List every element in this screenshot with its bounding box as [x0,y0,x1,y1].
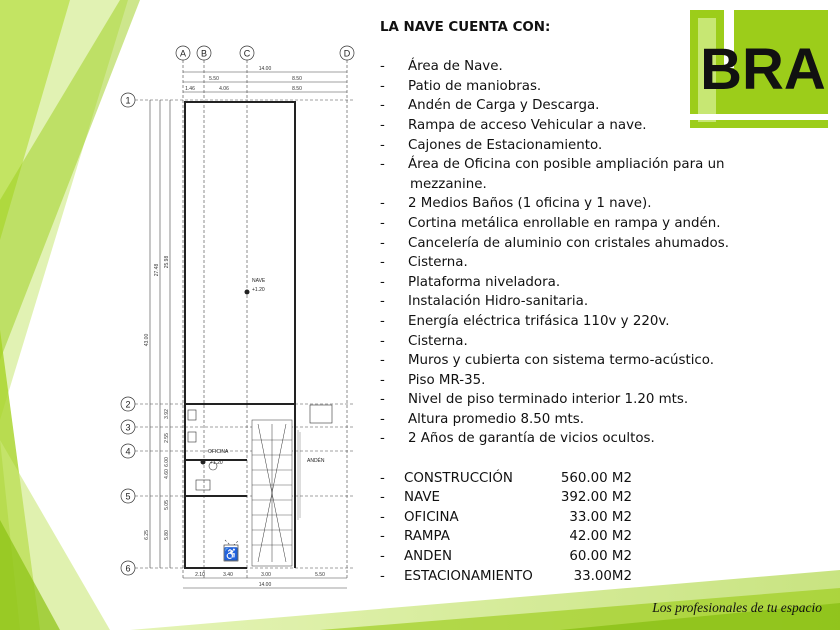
room-level-nave: +1.20 [252,287,265,293]
bullet-dash: - [380,59,385,75]
bullet-dash: - [380,255,385,271]
bullet-dash: - [380,392,385,408]
bullet-dash: - [380,333,385,349]
grid-col-label: D [343,48,351,59]
room-label-nave: NAVE [252,278,266,284]
dimension-label: 3.40 [223,572,233,578]
area-row [380,547,740,567]
bullet-dash: - [380,568,385,584]
grid-row-label: 4 [125,446,131,457]
bullet-dash: - [380,157,385,173]
room-level-oficina: +1.20 [210,460,223,466]
dimension-label: 6.00 [164,457,170,467]
area-row [380,469,740,489]
spec-item [380,234,740,254]
dimension-label: 5.50 [315,572,325,578]
bullet-dash: - [380,294,385,310]
dimension-label: 14.00 [258,66,272,72]
bullet-dash: - [380,196,385,212]
area-row [380,508,740,528]
area-name: OFICINA [404,509,459,525]
grid-col-label: A [179,48,187,59]
area-name: ESTACIONAMIENTO [404,568,533,584]
spec-item-text: Cisterna. [408,333,468,349]
spec-item [380,332,740,352]
area-value: 33.00 M2 [569,509,632,525]
accessibility-icon [224,545,239,561]
spec-item [380,77,740,97]
specs-panel [380,18,740,586]
spec-item-text: Altura promedio 8.50 mts. [408,411,585,427]
bullet-dash: - [380,549,385,565]
spec-item-text: Cajones de Estacionamiento. [408,137,603,153]
spec-item [380,253,740,273]
spec-item-text: Cortina metálica enrollable en rampa y andén. [408,215,721,231]
spec-item-text: 2 Años de garantía de vicios ocultos. [408,431,655,447]
spec-item-text: Cancelería de aluminio con cristales ahumados. [408,235,729,251]
area-list [380,469,740,587]
area-row [380,567,740,587]
bullet-dash: - [380,431,385,447]
bullet-dash: - [380,117,385,133]
grid-row-label: 6 [125,563,131,574]
spec-item-text: Muros y cubierta con sistema termo-acústico. [408,353,715,369]
spec-item-text: Energía eléctrica trifásica 110v y 220v. [408,313,670,329]
dimension-label: 3.00 [261,572,271,578]
bullet-dash: - [380,215,385,231]
spec-item-text: Rampa de acceso Vehicular a nave. [408,117,647,133]
grid-row-label: 1 [125,95,131,106]
dimension-label: 43.00 [144,333,150,347]
area-name: NAVE [404,490,440,506]
area-row [380,527,740,547]
grid-row-label: 3 [125,422,131,433]
specs-heading: LA NAVE CUENTA CON: [380,20,551,35]
bullet-dash: - [380,353,385,369]
dimension-label: 4.06 [219,86,229,92]
spec-item-continuation: mezzanine. [410,176,487,192]
bullet-dash: - [380,529,385,545]
spec-item [380,116,740,136]
logo-text: BRA [700,37,826,102]
nave-outline [185,102,295,404]
area-value: 42.00 M2 [569,529,632,545]
grid-col-label: B [200,48,208,59]
spec-item [380,214,740,234]
area-row [380,488,740,508]
spec-item-text: Cisterna. [408,255,468,271]
bullet-dash: - [380,490,385,506]
spec-list [380,57,740,449]
spec-item [380,96,740,116]
room-label-anden: ANDÉN [307,458,325,464]
spec-item-text: Patio de maniobras. [408,78,542,94]
bullet-dash: - [380,274,385,290]
footer-tagline: Los profesionales de tu espacio [652,600,822,615]
spec-item [380,410,740,430]
spec-item [380,57,740,77]
grid-row-label: 5 [125,491,131,502]
spec-item [380,273,740,293]
spec-item [380,371,740,391]
spec-item-text: Plataforma niveladora. [408,274,561,290]
bullet-dash: - [380,411,385,427]
area-value: 60.00 M2 [569,549,632,565]
room-label-oficina: OFICINA [208,449,229,455]
spec-item-text: Área de Oficina con posible ampliación para un [408,157,725,173]
dimension-label: 5.05 [164,500,170,510]
spec-item-text: Andén de Carga y Descarga. [408,98,600,114]
dimension-label: 8.50 [292,86,302,92]
area-value: 33.00M2 [573,568,632,584]
spec-item [380,351,740,371]
spec-item-text: Piso MR-35. [408,372,486,388]
spec-item [380,194,740,214]
dimension-label: 5.50 [209,76,219,82]
area-name: RAMPA [404,529,450,545]
spec-item [380,390,740,410]
spec-item-text: Instalación Hidro-sanitaria. [408,294,589,310]
dimension-label: 1.46 [185,86,195,92]
spec-item [380,155,740,175]
area-name: ANDEN [404,549,452,565]
area-value: 560.00 M2 [560,470,632,486]
bullet-dash: - [380,509,385,525]
dimension-label: 2.10 [195,572,205,578]
dimension-label: 2.55 [164,433,170,443]
spec-item-text: Nivel de piso terminado interior 1.20 mts. [408,392,689,408]
dimension-label: 5.80 [164,530,170,540]
spec-item-text: 2 Medios Baños (1 oficina y 1 nave). [408,196,652,212]
bullet-dash: - [380,313,385,329]
spec-item [380,136,740,156]
bullet-dash: - [380,78,385,94]
dimension-label: 6.25 [144,530,150,540]
bullet-dash: - [380,137,385,153]
svg-text:♿: ♿ [223,547,239,561]
dimension-label: 8.50 [292,76,302,82]
spec-item [380,312,740,332]
area-value: 392.00 M2 [560,490,632,506]
dimension-label: 25.98 [164,255,170,269]
spec-item-text: Área de Nave. [408,59,503,75]
dimension-label: 27.48 [154,263,160,277]
bullet-dash: - [380,235,385,251]
dimension-label: 14.00 [258,582,272,588]
dimension-label: 4.60 [164,469,170,479]
bullet-dash: - [380,98,385,114]
dimension-label: 3.92 [164,409,170,419]
spec-item [380,429,740,449]
grid-row-label: 2 [125,399,131,410]
grid-col-label: C [243,48,251,59]
area-name: CONSTRUCCIÓN [404,470,513,486]
spec-item [380,292,740,312]
bullet-dash: - [380,372,385,388]
bullet-dash: - [380,470,385,486]
